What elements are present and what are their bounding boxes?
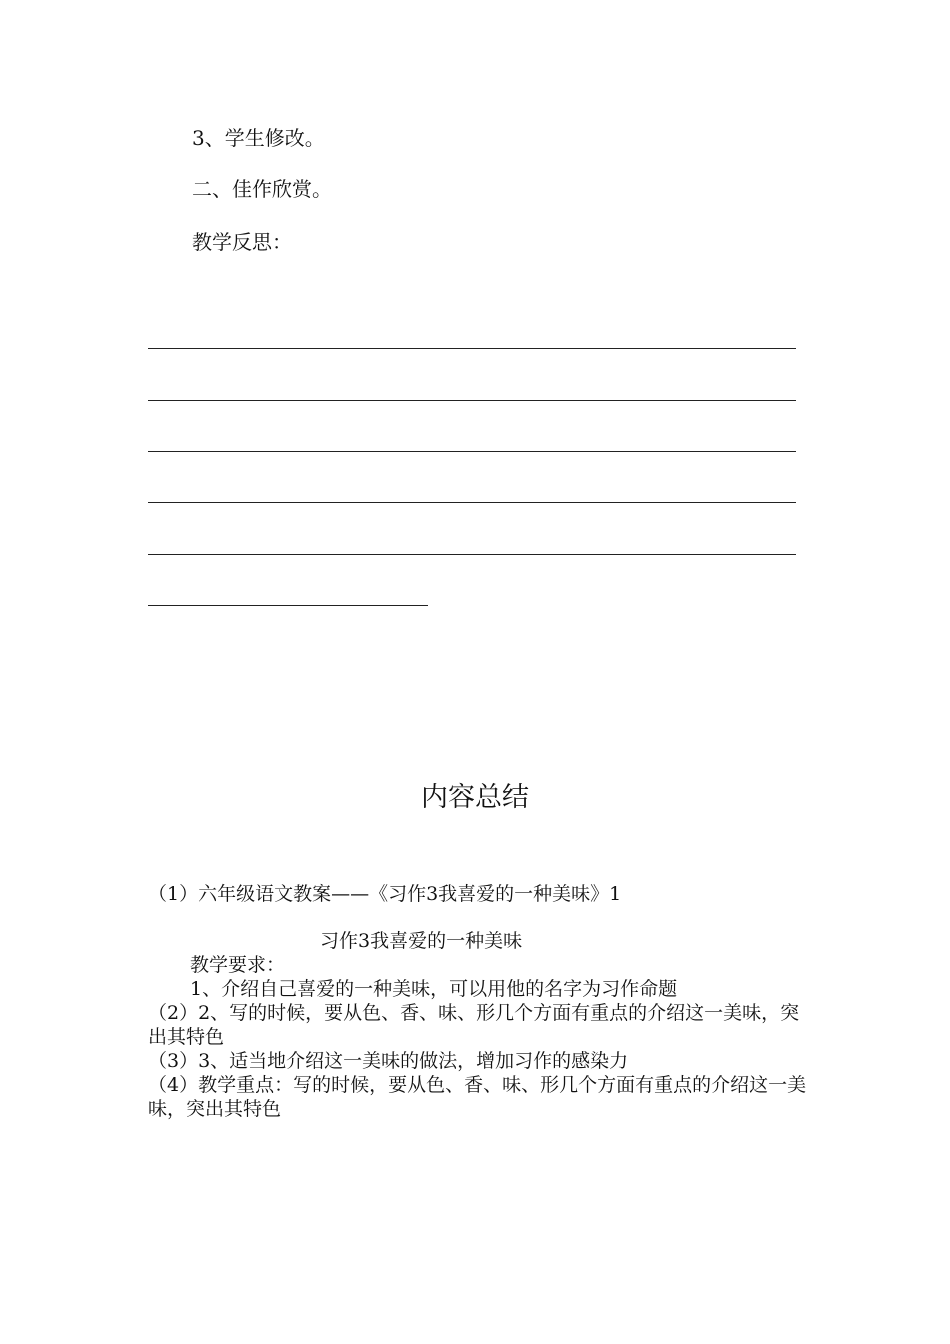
reflection-blank-line bbox=[148, 605, 428, 606]
summary-item-1: （1）六年级语文教案——《习作3我喜爱的一种美味》1 bbox=[148, 883, 622, 905]
reflection-blank-line bbox=[148, 348, 796, 349]
reflection-blank-line bbox=[148, 502, 796, 503]
reflection-blank-line bbox=[148, 451, 796, 452]
requirement-1: 1、介绍自己喜爱的一种美味，可以用他的名字为习作命题 bbox=[190, 978, 678, 1000]
reflection-blank-line bbox=[148, 400, 796, 401]
reflection-blank-line bbox=[148, 554, 796, 555]
summary-item-4: （4）教学重点：写的时候，要从色、香、味、形几个方面有重点的介绍这一美味，突出其特色 bbox=[148, 1074, 807, 1120]
summary-item-3: （3）3、适当地介绍这一美味的做法，增加习作的感染力 bbox=[148, 1050, 629, 1072]
summary-item-2: （2）2、写的时候，要从色、香、味、形几个方面有重点的介绍这一美味，突出其特色 bbox=[148, 1002, 800, 1048]
summary-heading: 内容总结 bbox=[421, 782, 529, 813]
section-2-heading: 二、佳作欣赏。 bbox=[192, 177, 332, 201]
requirements-label: 教学要求： bbox=[190, 954, 286, 976]
summary-subtitle: 习作3我喜爱的一种美味 bbox=[320, 930, 523, 952]
step-3-text: 3、学生修改。 bbox=[192, 126, 325, 150]
reflection-label: 教学反思： bbox=[192, 230, 292, 254]
